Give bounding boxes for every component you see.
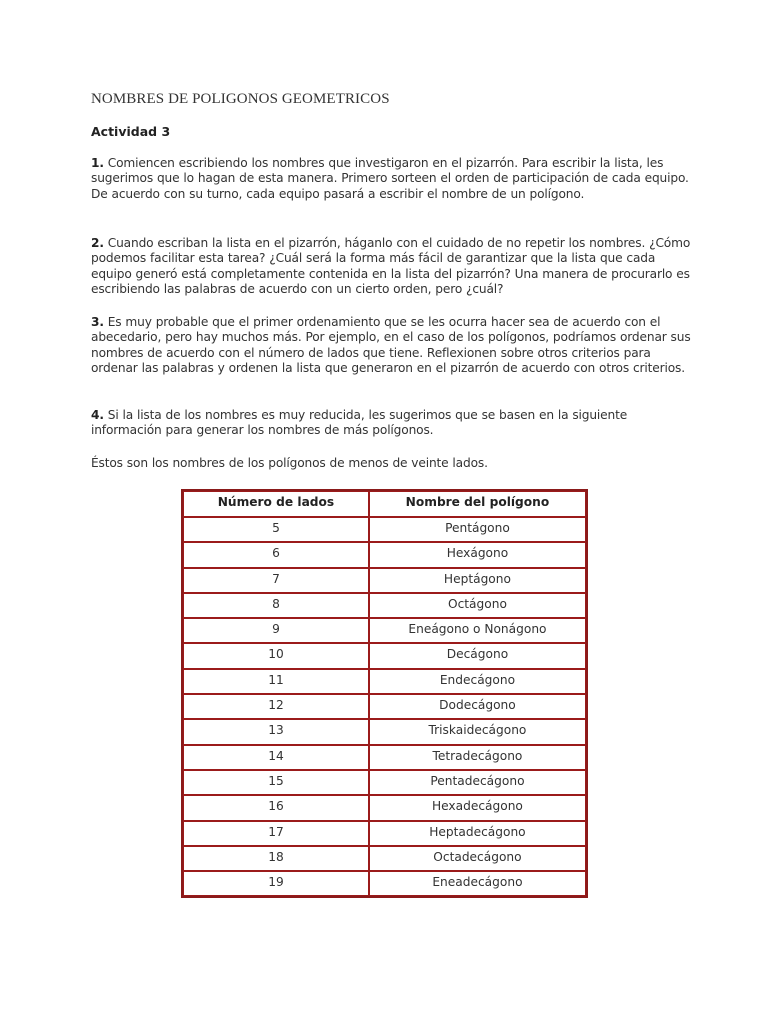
cell-polygon-name: Eneágono o Nonágono xyxy=(369,618,586,643)
cell-polygon-name: Endecágono xyxy=(369,669,586,694)
table-row xyxy=(183,643,586,668)
paragraph-text: Comiencen escribiendo los nombres que investigaron en el pizarrón. Para escribir la lista, les sugerimos que lo hagan de esta manera. Primero sorteen el orden de participación de cada equipo. De acuerdo con su turno, cada equipo pasará a escribir el nombre de un polígono. xyxy=(91,156,689,201)
cell-polygon-name: Tetradecágono xyxy=(369,745,586,770)
cell-number-of-sides: 6 xyxy=(183,542,369,567)
header-polygon-name: Nombre del polígono xyxy=(369,491,586,517)
table-row xyxy=(183,542,586,567)
header-number-of-sides: Número de lados xyxy=(183,491,369,517)
paragraph-text: Cuando escriban la lista en el pizarrón, háganlo con el cuidado de no repetir los nombres. ¿Cómo podemos facilitar esta tarea? ¿Cuál será la forma más fácil de garantizar que la lista que cada equipo generó está completamente contenida en la lista del pizarrón? Una manera de procurarlo es escribiendo las palabras de acuerdo con un cierto orden, pero ¿cuál? xyxy=(91,236,691,296)
table-row xyxy=(183,593,586,618)
cell-number-of-sides: 9 xyxy=(183,618,369,643)
cell-number-of-sides: 18 xyxy=(183,846,369,871)
table-row xyxy=(183,770,586,795)
paragraph-number: 3. xyxy=(91,315,104,329)
table-row xyxy=(183,871,586,896)
paragraph-1 xyxy=(91,156,691,202)
table-row xyxy=(183,568,586,593)
cell-polygon-name: Pentadecágono xyxy=(369,770,586,795)
cell-number-of-sides: 19 xyxy=(183,871,369,896)
table-row xyxy=(183,517,586,542)
paragraph-2 xyxy=(91,236,691,297)
table-row xyxy=(183,694,586,719)
cell-polygon-name: Decágono xyxy=(369,643,586,668)
activity-heading: Actividad 3 xyxy=(91,124,171,139)
paragraph-number: 4. xyxy=(91,408,104,422)
cell-polygon-name: Dodecágono xyxy=(369,694,586,719)
intro-sentence: Éstos son los nombres de los polígonos de menos de veinte lados. xyxy=(91,456,488,470)
table-row xyxy=(183,821,586,846)
cell-number-of-sides: 8 xyxy=(183,593,369,618)
document-title: NOMBRES DE POLIGONOS GEOMETRICOS xyxy=(91,91,390,107)
table-row xyxy=(183,618,586,643)
cell-polygon-name: Heptágono xyxy=(369,568,586,593)
table-header-row xyxy=(183,491,586,517)
table-row xyxy=(183,795,586,820)
paragraph-4 xyxy=(91,408,691,439)
paragraph-text: Es muy probable que el primer ordenamiento que se les ocurra hacer sea de acuerdo con el abecedario, pero hay muchos más. Por ejemplo, en el caso de los polígonos, podríamos ordenar sus nombres de acuerdo con el número de lados que tiene. Reflexionen sobre otros criterios para ordenar las palabras y ordenen la lista que generaron en el pizarrón de acuerdo con otros criterios. xyxy=(91,315,691,375)
cell-number-of-sides: 12 xyxy=(183,694,369,719)
paragraph-number: 2. xyxy=(91,236,104,250)
cell-polygon-name: Octadecágono xyxy=(369,846,586,871)
table-body xyxy=(183,517,586,896)
table-row xyxy=(183,719,586,744)
cell-number-of-sides: 7 xyxy=(183,568,369,593)
cell-polygon-name: Pentágono xyxy=(369,517,586,542)
paragraph-number: 1. xyxy=(91,156,104,170)
cell-number-of-sides: 11 xyxy=(183,669,369,694)
cell-polygon-name: Eneadecágono xyxy=(369,871,586,896)
cell-number-of-sides: 13 xyxy=(183,719,369,744)
polygon-names-table xyxy=(181,489,588,898)
cell-number-of-sides: 17 xyxy=(183,821,369,846)
cell-polygon-name: Octágono xyxy=(369,593,586,618)
cell-polygon-name: Triskaidecágono xyxy=(369,719,586,744)
table-row xyxy=(183,745,586,770)
cell-number-of-sides: 5 xyxy=(183,517,369,542)
cell-polygon-name: Heptadecágono xyxy=(369,821,586,846)
paragraph-3 xyxy=(91,315,691,376)
cell-number-of-sides: 15 xyxy=(183,770,369,795)
cell-number-of-sides: 16 xyxy=(183,795,369,820)
cell-number-of-sides: 10 xyxy=(183,643,369,668)
cell-number-of-sides: 14 xyxy=(183,745,369,770)
table-row xyxy=(183,669,586,694)
cell-polygon-name: Hexágono xyxy=(369,542,586,567)
paragraph-text: Si la lista de los nombres es muy reducida, les sugerimos que se basen en la siguiente información para generar los nombres de más polígonos. xyxy=(91,408,628,438)
table-row xyxy=(183,846,586,871)
cell-polygon-name: Hexadecágono xyxy=(369,795,586,820)
